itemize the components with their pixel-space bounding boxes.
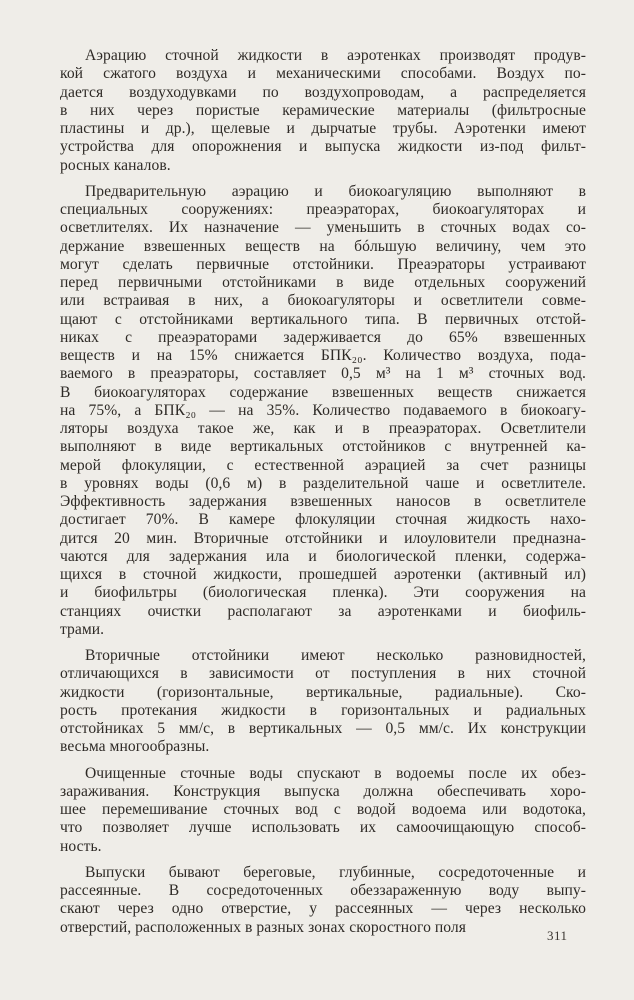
text-line: выполняют в виде вертикальных отстойников с внутренней ка- xyxy=(60,438,586,456)
paragraph-gap xyxy=(60,757,586,765)
text-line: чаются для задержания ила и биологической пленки, содержа- xyxy=(60,547,586,565)
text-line: или встраивая в них, а биокоагуляторы и осветлители совме- xyxy=(60,292,586,310)
text-line: станциях очистки располагают за аэротенками и биофиль- xyxy=(60,602,586,620)
text-line: специальных сооружениях: преаэраторах, биокоагуляторах и xyxy=(60,201,586,218)
text-line: рость протекания жидкости в горизонтальных и радиальных xyxy=(60,701,586,719)
paragraph-gap xyxy=(60,856,586,864)
text-line: Эффективность задержания взвешенных наносов в осветлителе xyxy=(60,493,586,510)
text-line: мерой флокуляции, с естественной аэрацией за счет разницы xyxy=(60,456,586,474)
text-line: на 75%, а БПК₂₀ — на 35%. Количество подаваемого в биокоагу- xyxy=(60,401,586,419)
text-line: в уровнях воды (0,6 м) в разделительной чаше и осветлителе. xyxy=(60,474,586,492)
text-line: росных каналов. xyxy=(60,156,171,174)
text-line: Аэрацию сточной жидкости в аэротенках производят продув- xyxy=(85,47,586,64)
text-line: достигает 70%. В камере флокуляции сточная жидкость нахо- xyxy=(60,511,586,529)
paragraph xyxy=(60,765,586,856)
text-line: в них через пористые керамические материалы (фильтросные xyxy=(60,101,586,119)
paragraph xyxy=(60,647,586,757)
text-line: держание взвешенных веществ на бóльшую величину, чем это xyxy=(60,237,586,255)
text-line: Предварительную аэрацию и биокоагуляцию выполняют в xyxy=(85,182,586,200)
text-line: что позволяет лучше использовать их самоочищающую способ- xyxy=(60,819,586,837)
text-line: Вторичные отстойники имеют несколько разновидностей, xyxy=(85,647,586,664)
text-line: могут сделать первичные отстойники. Преаэраторы устраивают xyxy=(60,255,586,273)
text-line: ваемого в преаэраторы, составляет 0,5 м³ на 1 м³ сточных вод. xyxy=(60,365,586,383)
paragraph xyxy=(60,183,586,639)
text-line: Выпуски бывают береговые, глубинные, сосредоточенные и xyxy=(85,863,586,881)
text-line: отличающихся в зависимости от поступления в них сточной xyxy=(60,665,586,683)
text-line: и биофильтры (биологическая пленка). Эти сооружения на xyxy=(60,584,586,602)
text-line: осветлителях. Их назначение — уменьшить в сточных водах со- xyxy=(60,219,586,237)
paragraph-gap xyxy=(60,175,586,183)
text-line: Очищенные сточные воды спускают в водоемы после их обез- xyxy=(85,764,586,782)
text-line: веществ и на 15% снижается БПК₂₀. Количество воздуха, пода- xyxy=(60,347,586,364)
text-line: скают через одно отверстие, у рассеянных — через несколько xyxy=(60,900,586,918)
text-line: дается воздуходувками по воздухопроводам, а распределяется xyxy=(60,83,586,101)
text-line: весьма многообразны. xyxy=(60,738,210,756)
text-line: рассеянные. В сосредоточенных обеззараженную воду выпу- xyxy=(60,882,586,899)
text-line: шее перемешивание сточных вод с водой водоема или водотока, xyxy=(60,801,586,818)
text-line: отстойниках 5 мм/с, в вертикальных — 0,5 мм/с. Их конструкции xyxy=(60,720,586,737)
text-line: пластины и др.), щелевые и дырчатые трубы. Аэротенки имеют xyxy=(60,120,586,137)
text-line: щихся в сточной жидкости, прошедшей аэротенки (активный ил) xyxy=(60,566,586,583)
text-line: отверстий, расположенных в разных зонах скоростного поля xyxy=(60,918,466,936)
text-line: дится 20 мин. Вторичные отстойники и илоуловители предназна- xyxy=(60,529,586,547)
text-line: зараживания. Конструкция выпуска должна обеспечивать хоро- xyxy=(60,782,586,800)
text-line: устройства для опорожнения и выпуска жидкости из-под фильт- xyxy=(60,138,586,156)
paragraph-gap xyxy=(60,639,586,647)
text-line: щают с отстойниками вертикального типа. В первичных отстой- xyxy=(60,310,586,328)
text-line: жидкости (горизонтальные, вертикальные, радиальные). Ско- xyxy=(60,683,586,701)
paragraph xyxy=(60,47,586,175)
text-line: трами. xyxy=(60,620,105,638)
paragraph xyxy=(60,864,586,937)
text-line: перед первичными отстойниками в виде отдельных сооружений xyxy=(60,274,586,291)
text-line: никах с преаэраторами задерживается до 65% взвешенных xyxy=(60,328,586,346)
text-line: кой сжатого воздуха и механическими способами. Воздух по- xyxy=(60,65,586,83)
page-number: 311 xyxy=(547,928,568,943)
page-body xyxy=(60,47,586,937)
text-line: ляторы воздуха такое же, как и в преаэраторах. Осветлители xyxy=(60,420,586,437)
text-line: В биокоагуляторах содержание взвешенных веществ снижается xyxy=(60,383,586,401)
text-line: ность. xyxy=(60,837,102,855)
